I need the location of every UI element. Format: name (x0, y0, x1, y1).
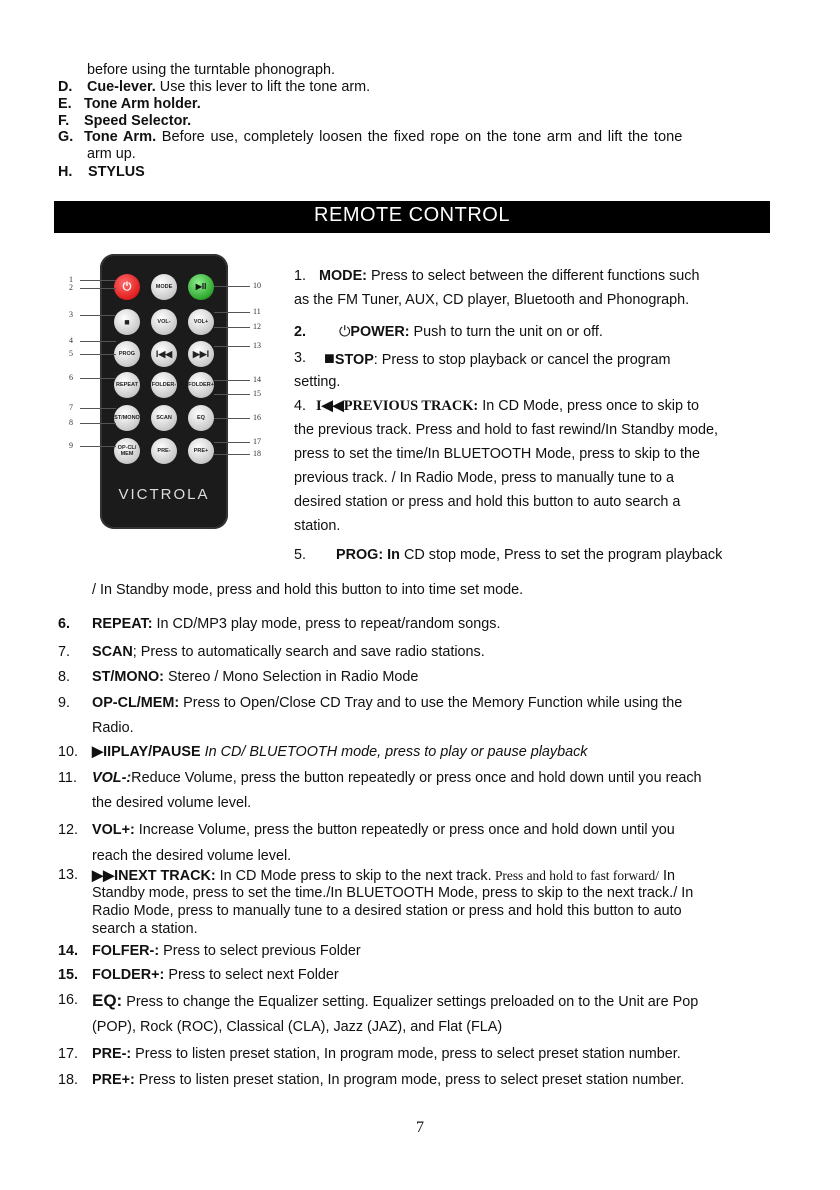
leader-line (80, 288, 116, 289)
leader-line (214, 327, 250, 328)
leader-line (214, 380, 250, 381)
item-number: 4. (294, 398, 307, 414)
item-term: FOLFER-: (92, 943, 160, 959)
item-5 (294, 546, 723, 565)
item-number: 13. (58, 867, 79, 883)
item-term: MODE: (319, 268, 367, 284)
callout-4: 4 (69, 336, 73, 345)
folder-minus-button-icon: FOLDER- (151, 372, 177, 398)
leader-line (80, 354, 116, 355)
item-13-cont: search a station. (92, 921, 198, 937)
prog-button-icon: PROG (114, 341, 140, 367)
item-text: Reduce Volume, press the button repeatedly or press once and hold down until you reach (131, 770, 702, 786)
item-16-cont: (POP), Rock (ROC), Classical (CLA), Jazz (JAZ), and Flat (FLA) (92, 1019, 503, 1035)
item-text: Press to select next Folder (164, 967, 339, 983)
next-button-icon: ▶▶I (188, 341, 214, 367)
item-10 (58, 743, 588, 762)
callout-6: 6 (69, 373, 73, 382)
callout-16: 16 (253, 413, 261, 422)
item-text: Use this lever to lift the tone arm. (155, 79, 371, 95)
item-number: 1. (294, 268, 307, 284)
item-text-serif: Press and hold to fast forward/ (491, 868, 659, 883)
pre-plus-button-icon: PRE+ (188, 438, 214, 464)
item-term: EQ: (92, 991, 123, 1010)
item-number: 3. (294, 350, 307, 366)
item-16 (58, 991, 699, 1010)
item-label: F. (58, 113, 70, 129)
item-label: D. (58, 79, 73, 95)
pre-minus-button-icon: PRE- (151, 438, 177, 464)
item-2 (294, 323, 603, 342)
item-term: ST/MONO: (92, 669, 164, 685)
leader-line (214, 454, 250, 455)
item-number: 12. (58, 822, 79, 838)
item-8 (58, 668, 419, 687)
item-12-cont: reach the desired volume level. (92, 848, 292, 864)
item-term: VOL-: (92, 770, 132, 786)
item-12 (58, 821, 675, 840)
previous-button-icon: I◀◀ (151, 341, 177, 367)
item-label: E. (58, 96, 72, 112)
item-number: 16. (58, 992, 79, 1008)
item-number: 8. (58, 669, 71, 685)
item-1 (294, 267, 700, 286)
item-text: Press to change the Equalizer setting. Equalizer settings preloaded on to the Unit are Pop (122, 994, 699, 1010)
leader-line (80, 341, 116, 342)
item-4-cont: the previous track. Press and hold to fast rewind/In Standby mode, (294, 422, 718, 438)
callout-18: 18 (253, 449, 261, 458)
item-text: In CD Mode press to skip to the next track. (215, 868, 492, 884)
leader-line (214, 286, 250, 287)
intro-line: before using the turntable phonograph. (87, 62, 336, 78)
item-4-cont: station. (294, 518, 341, 534)
callout-3: 3 (69, 310, 73, 319)
item-6 (58, 615, 501, 634)
callout-1: 1 (69, 275, 73, 284)
item-text: In CD/MP3 play mode, press to repeat/random songs. (152, 616, 501, 632)
item-term: VOL+: (92, 822, 135, 838)
callout-12: 12 (253, 322, 261, 331)
item-17 (58, 1045, 681, 1064)
item-number: 17. (58, 1046, 79, 1062)
item-1-cont: as the FM Tuner, AUX, CD player, Bluetooth and Phonograph. (294, 292, 690, 308)
leader-line (80, 315, 116, 316)
item-13 (58, 866, 675, 885)
item-5-cont: / In Standby mode, press and hold this button to into time set mode. (92, 582, 524, 598)
item-text: CD stop mode, Press to set the program playback (399, 547, 723, 563)
list-item-h (58, 163, 145, 182)
item-11 (58, 769, 702, 788)
power-icon: ⏻ (339, 324, 351, 340)
page-number: 7 (416, 1119, 424, 1136)
item-text: In CD Mode, press once to skip to (478, 398, 699, 414)
item-label: H. (58, 164, 73, 180)
scan-button-icon: SCAN (151, 405, 177, 431)
item-text: Stereo / Mono Selection in Radio Mode (163, 669, 419, 685)
item-number: 6. (58, 616, 71, 632)
leader-line (214, 312, 250, 313)
item-text: In (658, 868, 675, 884)
item-number: 18. (58, 1072, 79, 1088)
item-term: ▶▶INEXT TRACK: (92, 868, 216, 884)
item-text: Press to Open/Close CD Tray and to use the Memory Function while using the (179, 695, 683, 711)
callout-8: 8 (69, 418, 73, 427)
item-15 (58, 966, 339, 985)
item-number: 15. (58, 967, 79, 983)
repeat-button-icon: REPEAT (114, 372, 140, 398)
play-pause-button-icon: ▶II (188, 274, 214, 300)
item-term: REPEAT: (92, 616, 153, 632)
item-term: SCAN (92, 644, 133, 660)
item-3-cont: setting. (294, 374, 341, 390)
item-7 (58, 643, 485, 662)
item-term: Cue-lever. (87, 79, 156, 95)
item-term: Tone Arm holder. (84, 96, 201, 112)
item-text: Press to listen preset station, In program mode, press to select preset station number. (131, 1046, 681, 1062)
leader-line (80, 423, 116, 424)
item-text: ; Press to automatically search and save radio stations. (132, 644, 485, 660)
mode-button-icon: MODE (151, 274, 177, 300)
item-text: Increase Volume, press the button repeatedly or press once and hold down until you (134, 822, 675, 838)
list-item-g (58, 128, 770, 147)
item-9-cont: Radio. (92, 720, 134, 736)
leader-line (80, 408, 116, 409)
item-term: POWER: (350, 324, 410, 340)
item-term: PROG: In (336, 547, 400, 563)
callout-15: 15 (253, 389, 261, 398)
item-term: Tone Arm. (84, 129, 157, 145)
item-term: PRE+: (92, 1072, 135, 1088)
item-term: FOLDER+: (92, 967, 165, 983)
item-9 (58, 694, 683, 713)
item-number: 9. (58, 695, 71, 711)
item-label: G. (58, 129, 74, 145)
item-text: : Press to stop playback or cancel the program (373, 352, 671, 368)
item-text: Press to select previous Folder (159, 943, 361, 959)
eq-button-icon: EQ (188, 405, 214, 431)
callout-14: 14 (253, 375, 261, 384)
power-button-icon: ⏻ (114, 274, 140, 300)
item-4 (294, 397, 699, 416)
item-term: PRE-: (92, 1046, 132, 1062)
leader-line (214, 418, 250, 419)
item-13-cont: Radio Mode, press to manually tune to a desired station or press and hold this button to auto (92, 903, 682, 919)
callout-10: 10 (253, 281, 261, 290)
leader-line (80, 280, 116, 281)
item-term: STOP (334, 352, 374, 368)
stop-icon: ■ (324, 348, 335, 368)
item-text: Push to turn the unit on or off. (409, 324, 603, 340)
callout-5: 5 (69, 349, 73, 358)
list-item-g-cont: arm up. (87, 146, 136, 162)
leader-line (214, 442, 250, 443)
item-term: ▶IIPLAY/PAUSE (92, 744, 201, 760)
item-number: 14. (58, 943, 79, 959)
callout-9: 9 (69, 441, 73, 450)
item-11-cont: the desired volume level. (92, 795, 252, 811)
section-title-bar (54, 201, 770, 233)
st-mono-button-icon: ST/MONO (114, 405, 140, 431)
item-4-cont: previous track. / In Radio Mode, press to manually tune to a (294, 470, 674, 486)
callout-2: 2 (69, 283, 73, 292)
leader-line (80, 446, 116, 447)
remote-control-illustration (100, 254, 228, 529)
item-3 (294, 348, 671, 368)
callout-11: 11 (253, 307, 261, 316)
section-title: REMOTE CONTROL (314, 204, 510, 226)
leader-line (214, 394, 250, 395)
item-14 (58, 942, 361, 961)
item-term: I◀◀PREVIOUS TRACK: (316, 398, 479, 414)
item-term: OP-CL/MEM: (92, 695, 180, 711)
callout-13: 13 (253, 341, 261, 350)
item-number: 11. (58, 770, 77, 786)
item-number: 7. (58, 644, 71, 660)
item-text: Press to listen preset station, In program mode, press to select preset station number. (134, 1072, 685, 1088)
item-text: In CD/ BLUETOOTH mode, press to play or pause playback (200, 744, 588, 760)
item-term: STYLUS (88, 164, 145, 180)
callout-17: 17 (253, 437, 261, 446)
leader-line (80, 378, 116, 379)
item-4-cont: desired station or press and hold this button to auto search a (294, 494, 681, 510)
item-text: Press to select between the different functions such (366, 268, 700, 284)
stop-button-icon: ■ (114, 309, 140, 335)
item-number: 10. (58, 744, 79, 760)
brand-logo: VICTROLA (118, 486, 210, 503)
item-text: Before use, completely loosen the fixed rope on the tone arm and lift the tone (156, 129, 683, 145)
item-number: 5. (294, 547, 307, 563)
leader-line (214, 346, 250, 347)
item-18 (58, 1071, 685, 1090)
callout-7: 7 (69, 403, 73, 412)
item-13-cont: Standby mode, press to set the time./In BLUETOOTH Mode, press to skip to the next track./ In (92, 885, 694, 901)
vol-minus-button-icon: VOL- (151, 309, 177, 335)
vol-plus-button-icon: VOL+ (188, 309, 214, 335)
item-number: 2. (294, 324, 307, 340)
op-cl-mem-button-icon: OP-CL/ MEM (114, 438, 140, 464)
item-term: Speed Selector. (84, 113, 192, 129)
item-4-cont: press to set the time/In BLUETOOTH Mode, press to skip to the (294, 446, 701, 462)
folder-plus-button-icon: FOLDER+ (188, 372, 214, 398)
